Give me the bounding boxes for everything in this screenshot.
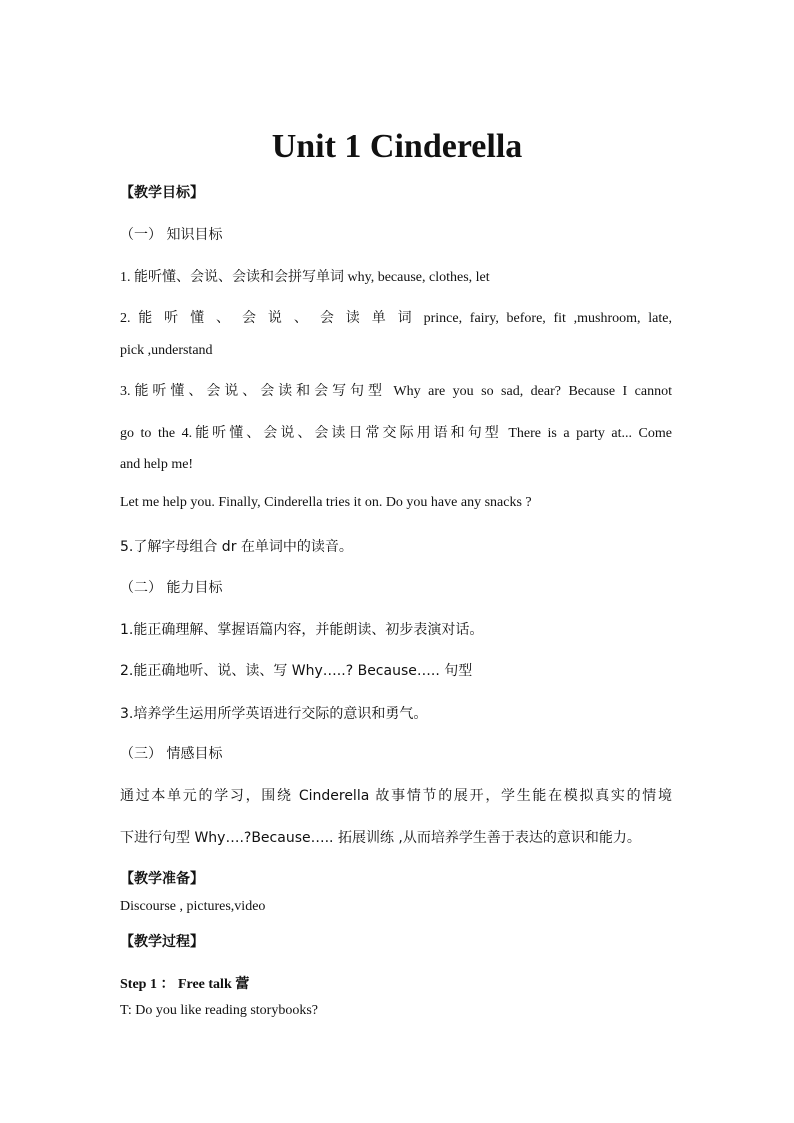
heading-teaching-process: 【教学过程】: [120, 934, 204, 950]
knowledge-item-3: 3.能听懂、会说、会读和会写句型 Why are you so sad, dear? Because I cannot: [120, 384, 672, 399]
section-ability-objectives: （二） 能力目标: [120, 580, 223, 596]
section-emotion-objectives: （三） 情感目标: [120, 746, 223, 762]
knowledge-item-2: 2. 能 听 懂 、 会 说 、 会 读 单 词 prince, fairy, before, fit ,mushroom, late,: [120, 311, 672, 326]
document-title: Unit 1 Cinderella: [271, 128, 523, 165]
knowledge-item-4: Let me help you. Finally, Cinderella tries it on. Do you have any snacks ?: [120, 495, 532, 510]
knowledge-item-2-cont: pick ,understand: [120, 343, 213, 358]
preparation-text: Discourse , pictures,video: [120, 899, 266, 914]
knowledge-item-3-cont: go to the 4.能听懂、会说、会读日常交际用语和句型 There is a party at... Come: [120, 426, 672, 441]
ability-item-1: 1.能正确理解、掌握语篇内容，并能朗读、初步表演对话。: [120, 622, 484, 638]
ability-item-2: 2.能正确地听、说、读、写 Why…..? Because….. 句型: [120, 663, 473, 679]
ability-item-3: 3.培养学生运用所学英语进行交际的意识和勇气。: [120, 706, 428, 722]
section-knowledge-objectives: （一） 知识目标: [120, 227, 223, 243]
heading-teaching-objectives: 【教学目标】: [120, 185, 204, 201]
knowledge-item-5: 5.了解字母组合 dr 在单词中的读音。: [120, 539, 353, 555]
dialogue-line-1: T: Do you like reading storybooks?: [120, 1003, 318, 1018]
knowledge-item-1: 1. 能听懂、会说、会读和会拼写单词 why, because, clothes, let: [120, 270, 490, 285]
emotion-text-1: 通过本单元的学习，围绕 Cinderella 故事情节的展开，学生能在模拟真实的情境: [120, 788, 672, 804]
knowledge-item-3-cont2: and help me!: [120, 457, 194, 472]
step-1-heading: Step 1 ： Free talk 䔰: [120, 977, 250, 992]
heading-teaching-preparation: 【教学准备】: [120, 871, 204, 887]
emotion-text-2: 下进行句型 Why….?Because….. 拓展训练 ,从而培养学生善于表达的意识和能力。: [120, 830, 641, 846]
